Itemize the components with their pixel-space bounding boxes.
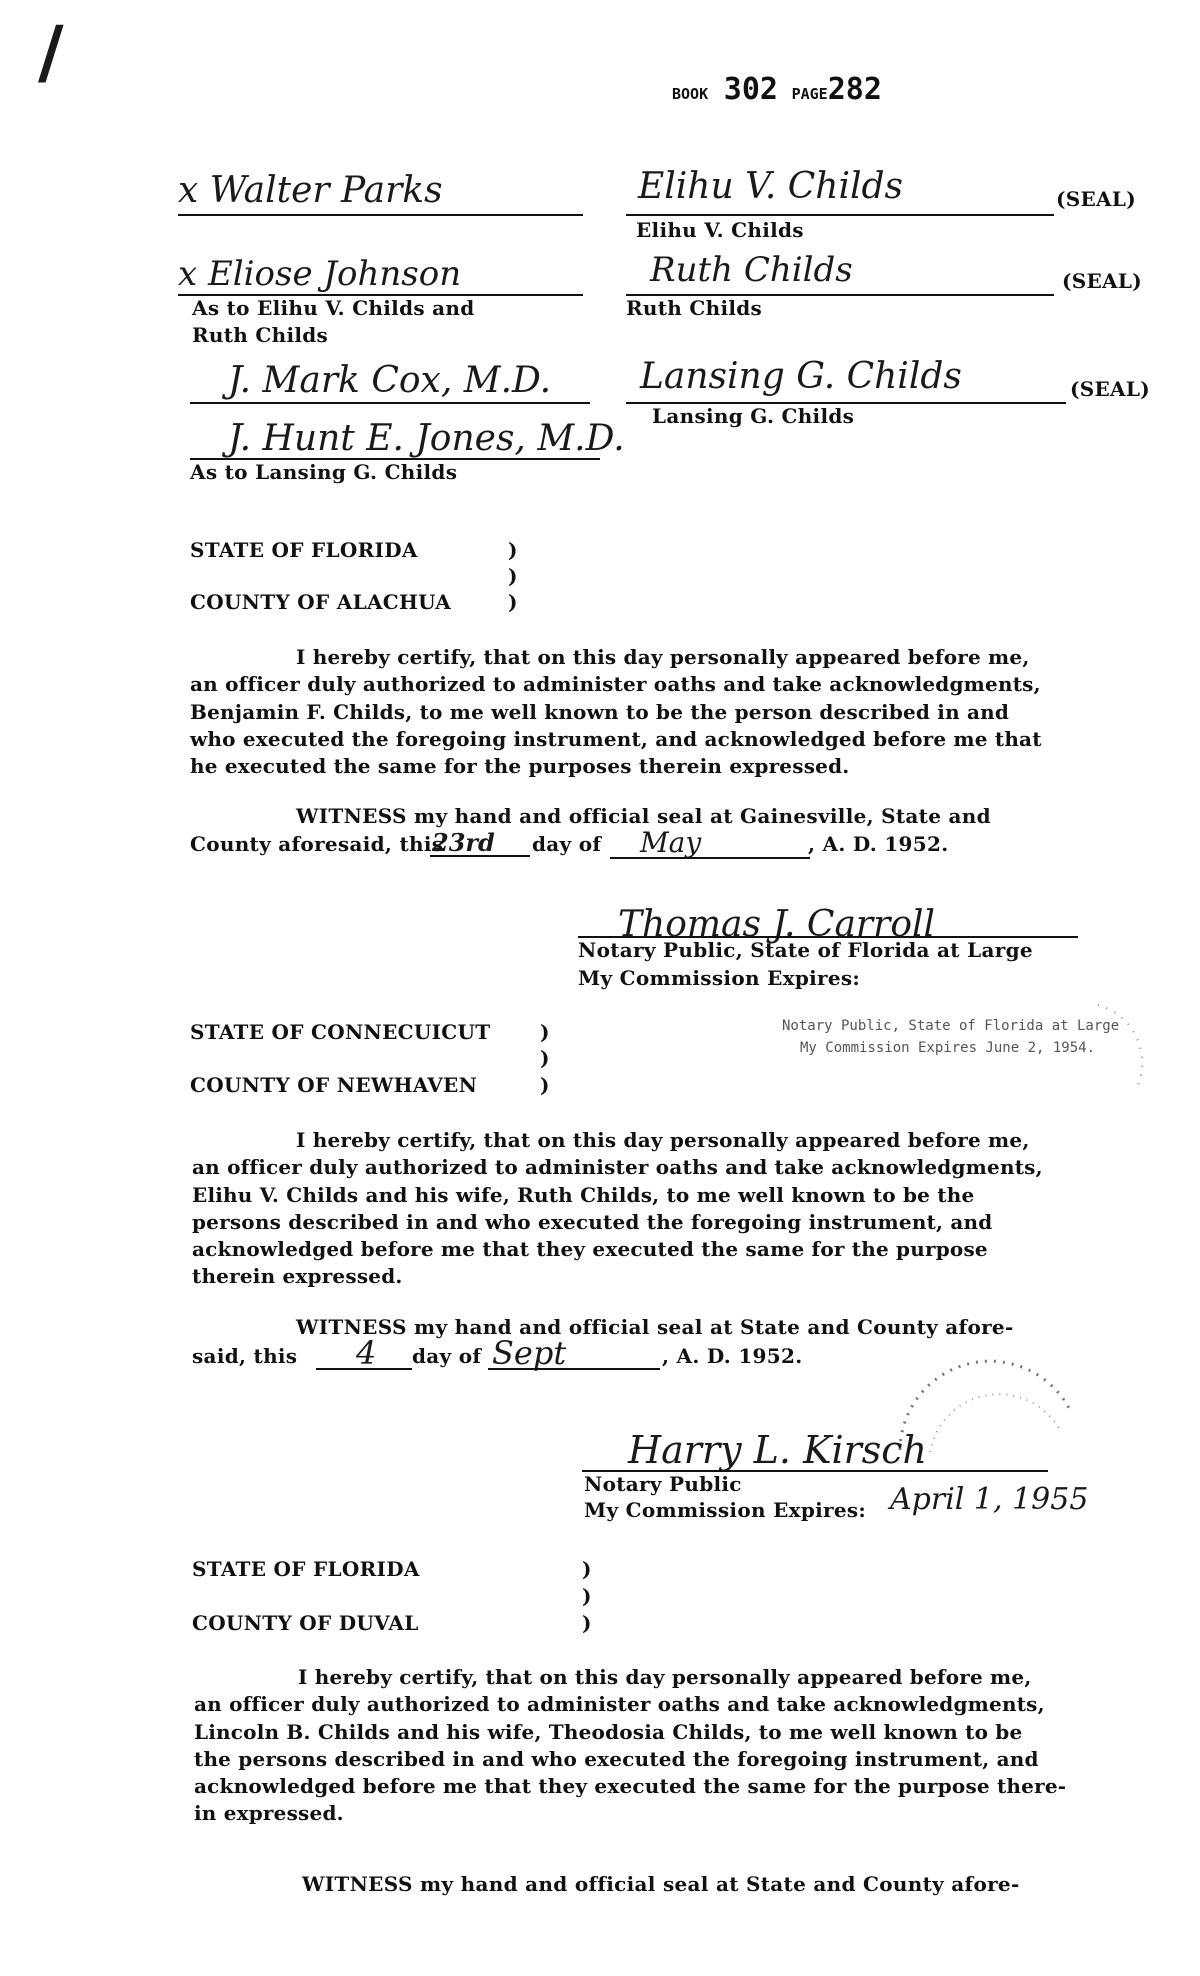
ack2-line: persons described in and who executed the foregoing instrument, and — [192, 1209, 993, 1234]
ack2-day-mid: day of — [412, 1344, 482, 1368]
ack1-state: STATE OF FLORIDA — [190, 538, 418, 562]
ack2-year: , A. D. 1952. — [662, 1344, 803, 1368]
ack1-notary-title: Notary Public, State of Florida at Large — [578, 938, 1033, 962]
ack2-notary-signature: Harry L. Kirsch — [628, 1428, 928, 1472]
ack1-paren-3: ) — [508, 590, 518, 614]
signer3-signature: Lansing G. Childs — [640, 356, 962, 397]
seal-label-3: (SEAL) — [1070, 377, 1150, 401]
ack2-line: I hereby certify, that on this day personally appeared before me, — [296, 1128, 1030, 1152]
signer1-name: Elihu V. Childs — [636, 218, 804, 242]
ack1-line: Benjamin F. Childs, to me well known to be the person described in and — [190, 699, 1010, 724]
signer2-signature: Ruth Childs — [650, 250, 853, 290]
ack1-line: who executed the foregoing instrument, and acknowledged before me that — [190, 726, 1042, 751]
ack2-commission-value: April 1, 1955 — [890, 1482, 1089, 1517]
ack2-witness-line: WITNESS my hand and official seal at State and County afore- — [296, 1315, 1014, 1339]
ack2-witness-prefix: said, this — [192, 1344, 298, 1368]
ack1-witness-line: WITNESS my hand and official seal at Gainesville, State and — [296, 804, 991, 828]
book-number: 302 — [723, 72, 778, 107]
ack1-year: , A. D. 1952. — [808, 832, 949, 856]
seal-dots-icon — [1088, 1000, 1158, 1090]
page-number: 282 — [827, 72, 882, 107]
ack3-line: the persons described in and who executed the foregoing instrument, and — [194, 1746, 1039, 1771]
ack3-certification — [194, 1664, 1066, 1828]
ack1-line: an officer duly authorized to administer oaths and take acknowledgments, — [190, 672, 1041, 697]
ack2-state: STATE OF CONNECUICUT — [190, 1020, 491, 1044]
ack2-day-value: 4 — [356, 1334, 377, 1372]
signer1-signature: Elihu V. Childs — [638, 166, 903, 207]
witness-caption-1: As to Elihu V. Childs and — [192, 296, 475, 320]
ack1-line: I hereby certify, that on this day personally appeared before me, — [296, 645, 1030, 669]
embossed-seal-icon — [880, 1350, 1080, 1460]
ack1-notary-signature: Thomas J. Carroll — [618, 904, 936, 945]
witness-signature-2: x Eliose Johnson — [178, 254, 462, 294]
ack1-notary-stamp-line2: My Commission Expires June 2, 1954. — [800, 1040, 1096, 1056]
ack2-certification — [192, 1127, 1043, 1291]
witness-caption-1b: Ruth Childs — [192, 323, 329, 347]
ack1-county: COUNTY OF ALACHUA — [190, 590, 452, 614]
ack2-line: therein expressed. — [192, 1264, 403, 1289]
seal-label-2: (SEAL) — [1062, 269, 1142, 293]
page-mark: / — [38, 10, 64, 93]
ack3-paren-1: ) — [582, 1557, 592, 1581]
ack1-witness-prefix: County aforesaid, this — [190, 832, 444, 856]
ack3-county: COUNTY OF DUVAL — [192, 1611, 419, 1635]
ack1-paren-2: ) — [508, 564, 518, 588]
ack1-line: he executed the same for the purposes therein expressed. — [190, 754, 850, 779]
book-label: BOOK — [672, 85, 709, 103]
ack3-line: an officer duly authorized to administer oaths and take acknowledgments, — [194, 1692, 1045, 1717]
witness-caption-2: As to Lansing G. Childs — [190, 460, 458, 484]
book-page-reference — [672, 72, 882, 107]
ack2-month-value: Sept — [492, 1334, 567, 1372]
ack3-paren-2: ) — [582, 1584, 592, 1608]
ack2-county: COUNTY OF NEWHAVEN — [190, 1073, 478, 1097]
ack2-commission-label: My Commission Expires: — [584, 1498, 867, 1522]
ack2-paren-1: ) — [540, 1020, 550, 1044]
witness-signature-4: J. Hunt E. Jones, M.D. — [228, 418, 625, 459]
ack2-line: Elihu V. Childs and his wife, Ruth Childs, to me well known to be the — [192, 1182, 975, 1207]
ack3-state: STATE OF FLORIDA — [192, 1557, 420, 1581]
ack3-line: I hereby certify, that on this day personally appeared before me, — [298, 1665, 1032, 1689]
ack1-day-mid: day of — [532, 832, 602, 856]
ack1-notary-stamp-line1: Notary Public, State of Florida at Large — [782, 1018, 1120, 1034]
ack3-line: in expressed. — [194, 1801, 344, 1826]
ack3-witness-line: WITNESS my hand and official seal at State and County afore- — [302, 1872, 1020, 1896]
signer2-name: Ruth Childs — [626, 296, 763, 320]
ack2-line: acknowledged before me that they executed the same for the purpose — [192, 1237, 988, 1262]
seal-label-1: (SEAL) — [1056, 187, 1136, 211]
witness-signature-1: x Walter Parks — [178, 170, 443, 211]
ack2-line: an officer duly authorized to administer oaths and take acknowledgments, — [192, 1155, 1043, 1180]
witness-signature-3: J. Mark Cox, M.D. — [228, 360, 552, 401]
ack2-notary-title: Notary Public — [584, 1472, 742, 1496]
ack1-day-value: 23rd — [432, 828, 495, 857]
ack1-month-value: May — [640, 826, 702, 859]
ack3-line: acknowledged before me that they executed the same for the purpose there- — [194, 1774, 1067, 1799]
ack1-commission-label: My Commission Expires: — [578, 966, 861, 990]
signer3-name: Lansing G. Childs — [652, 404, 855, 428]
page-label: PAGE — [791, 85, 828, 103]
ack2-paren-3: ) — [540, 1073, 550, 1097]
ack3-paren-3: ) — [582, 1611, 592, 1635]
ack3-line: Lincoln B. Childs and his wife, Theodosia Childs, to me well known to be — [194, 1719, 1023, 1744]
ack1-certification — [190, 644, 1042, 780]
ack2-paren-2: ) — [540, 1046, 550, 1070]
ack1-paren-1: ) — [508, 538, 518, 562]
